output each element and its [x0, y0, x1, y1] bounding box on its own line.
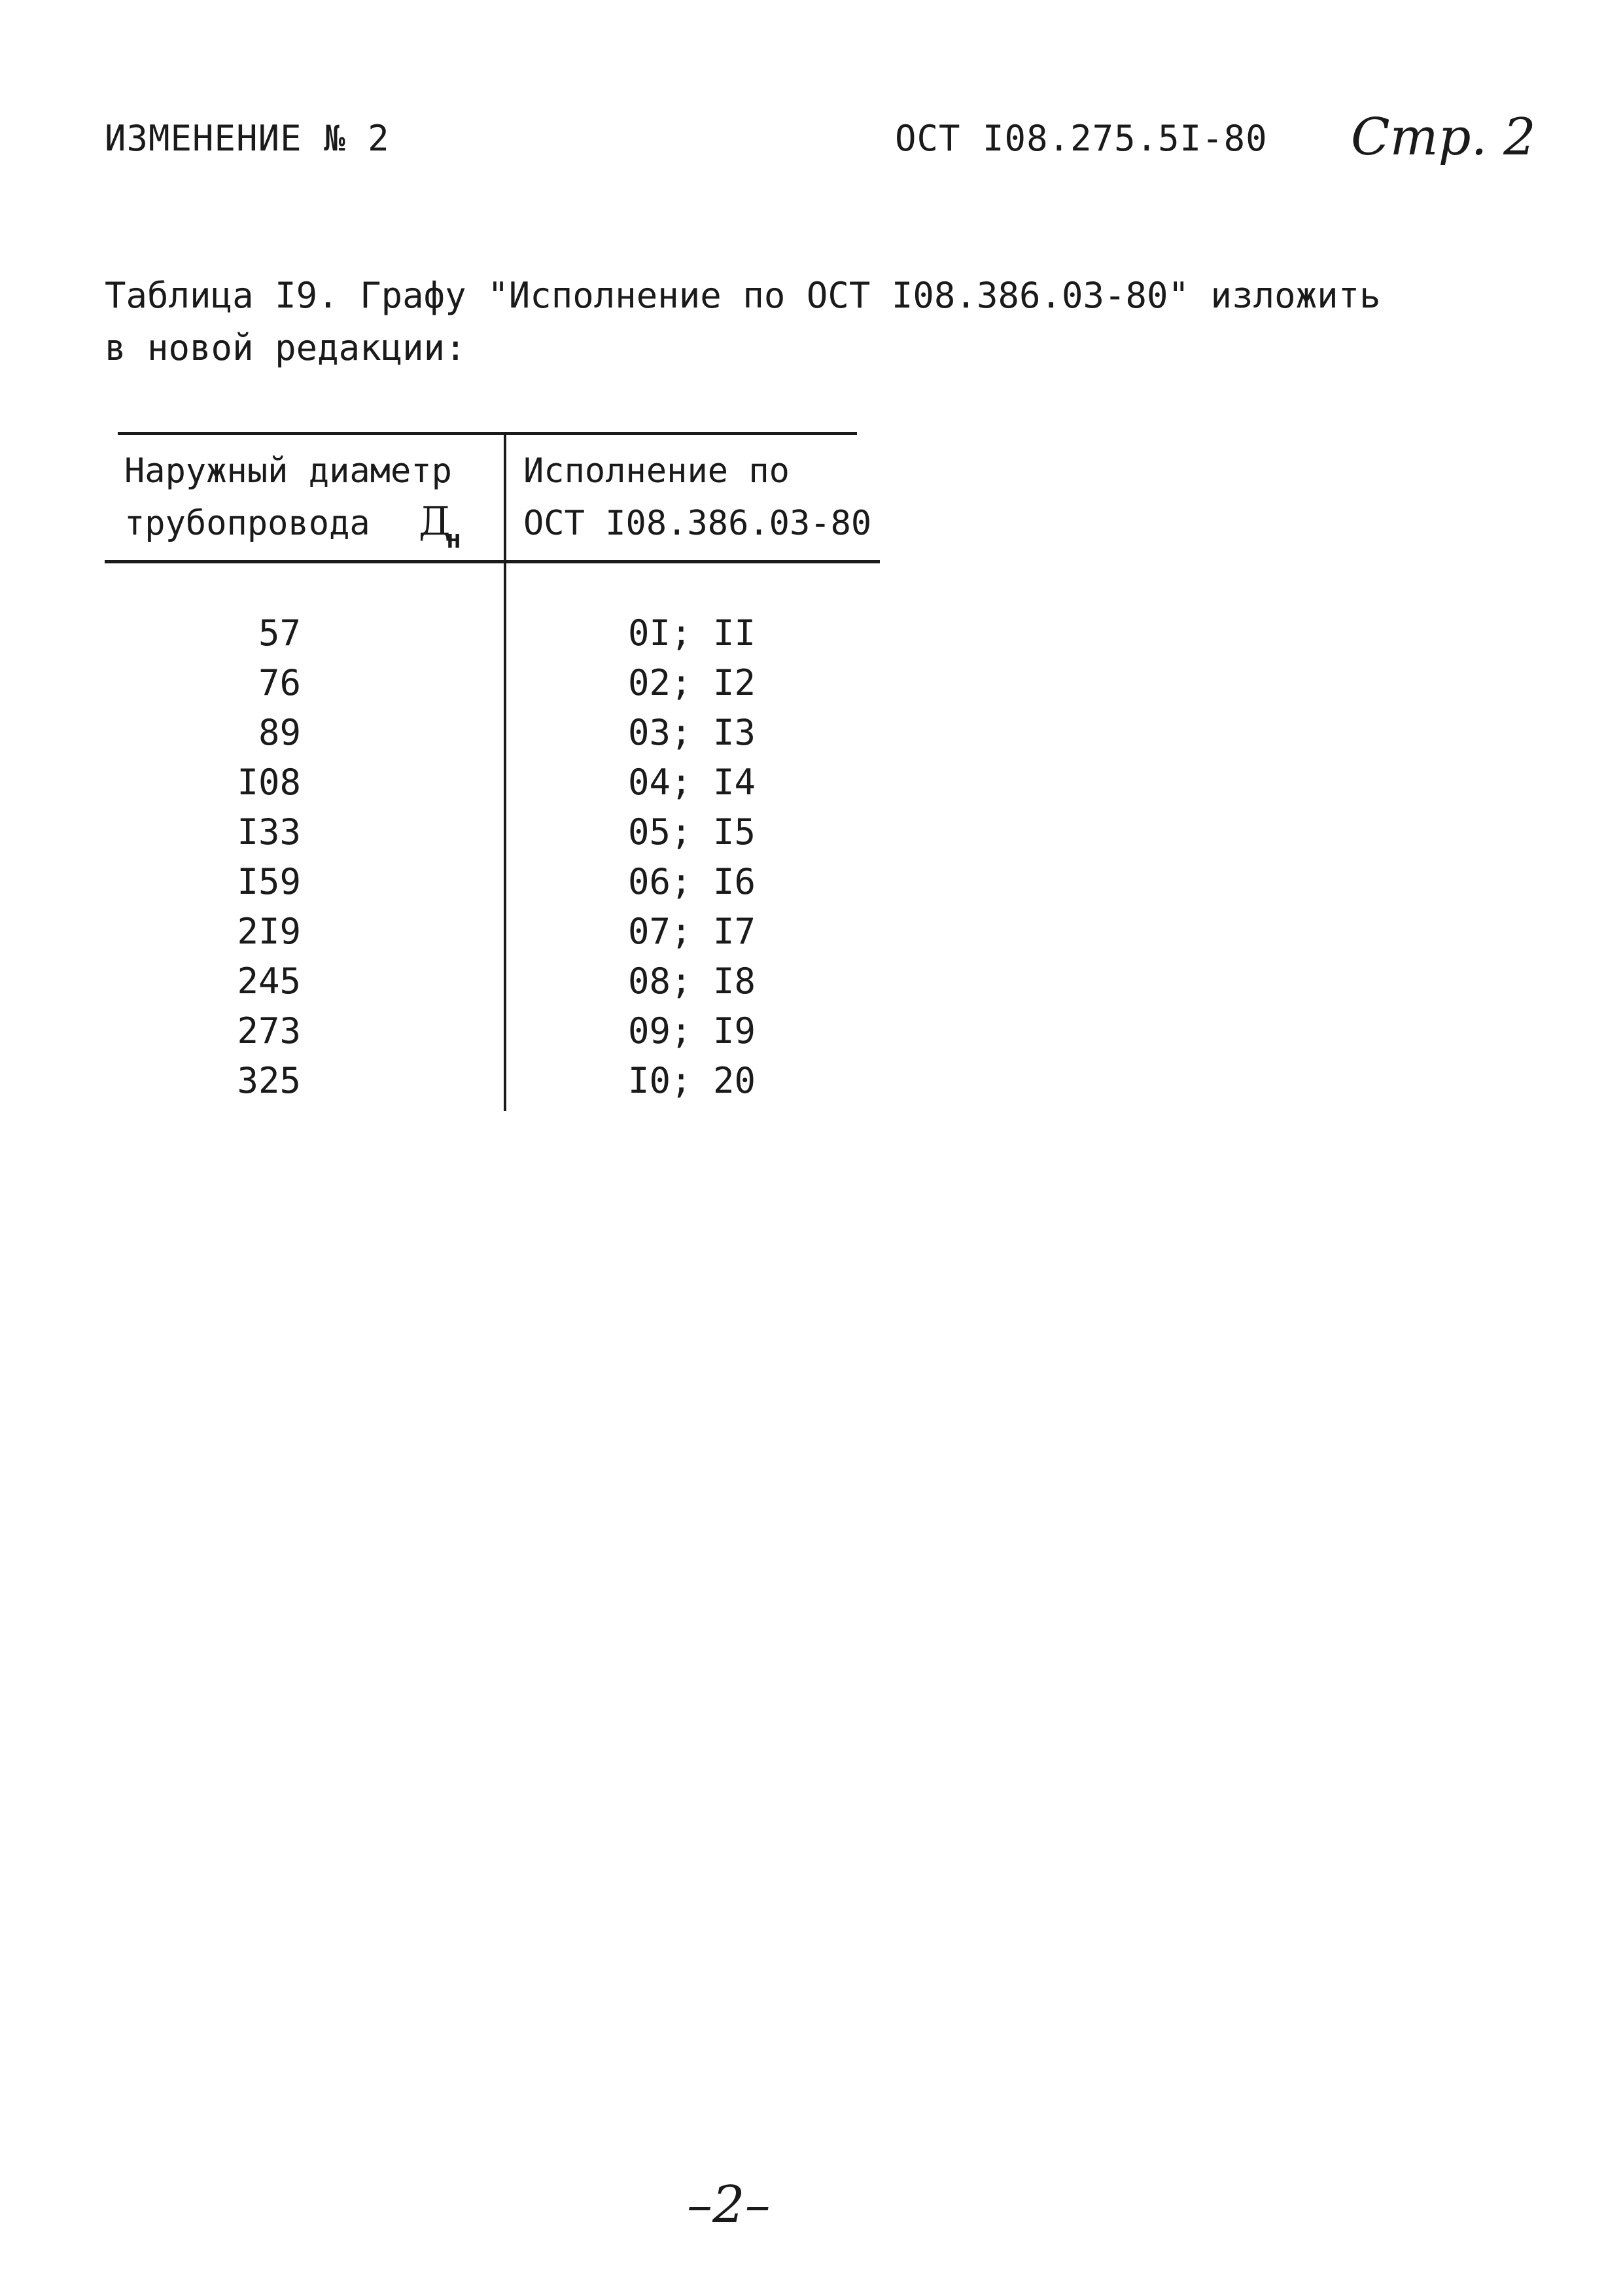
col2-header-line-1: Исполнение по: [523, 451, 790, 491]
table-cell-execution: 02; I2: [628, 662, 756, 703]
table-cell-execution: 04; I4: [628, 762, 756, 803]
table-cell-diameter: 273: [237, 1010, 301, 1051]
table-cell-diameter: 245: [237, 961, 301, 1002]
intro-text-line-2: в новой редакции:: [105, 327, 466, 368]
page-number: –2–: [687, 2176, 771, 2234]
table-header-rule: [105, 560, 880, 563]
table-column-divider: [504, 432, 506, 1111]
table-cell-execution: 08; I8: [628, 961, 756, 1002]
table-cell-execution: I0; 20: [628, 1060, 756, 1101]
col1-header-symbol-subscript: н: [446, 525, 461, 554]
table-cell-diameter: I59: [237, 861, 301, 902]
table-cell-execution: 03; I3: [628, 712, 756, 753]
column-outer-diameter: [196, 609, 301, 1106]
intro-text-line-1: Таблица I9. Графу "Исполнение по ОСТ I08.386.03-80" изложить: [105, 275, 1381, 316]
table-cell-diameter: 89: [258, 712, 301, 753]
table-cell-execution: 09; I9: [628, 1010, 756, 1051]
table-cell-diameter: 325: [237, 1060, 301, 1101]
standard-code: ОСТ I08.275.5I-80: [895, 118, 1268, 159]
table-cell-execution: 05; I5: [628, 811, 756, 853]
table-cell-diameter: 76: [258, 662, 301, 703]
table-cell-diameter: 57: [258, 612, 301, 654]
handwritten-page-label: Стр. 2: [1351, 108, 1536, 167]
table-cell-execution: 07; I7: [628, 911, 756, 952]
table-cell-diameter: I33: [237, 811, 301, 853]
table-top-rule: [118, 432, 857, 435]
table-cell-execution: 06; I6: [628, 861, 756, 902]
col1-header-line-1: Наружный диаметр: [124, 451, 452, 491]
table-cell-execution: 0I; II: [628, 612, 756, 654]
table-cell-diameter: 2I9: [237, 911, 301, 952]
table-cell-diameter: I08: [237, 762, 301, 803]
col1-header-symbol: Д: [419, 499, 451, 544]
col2-header-line-2: ОСТ I08.386.03-80: [523, 504, 872, 543]
col1-header-line-2: трубопровода: [124, 504, 370, 543]
document-change-number: ИЗМЕНЕНИЕ № 2: [105, 118, 390, 159]
column-execution: [628, 609, 756, 1106]
